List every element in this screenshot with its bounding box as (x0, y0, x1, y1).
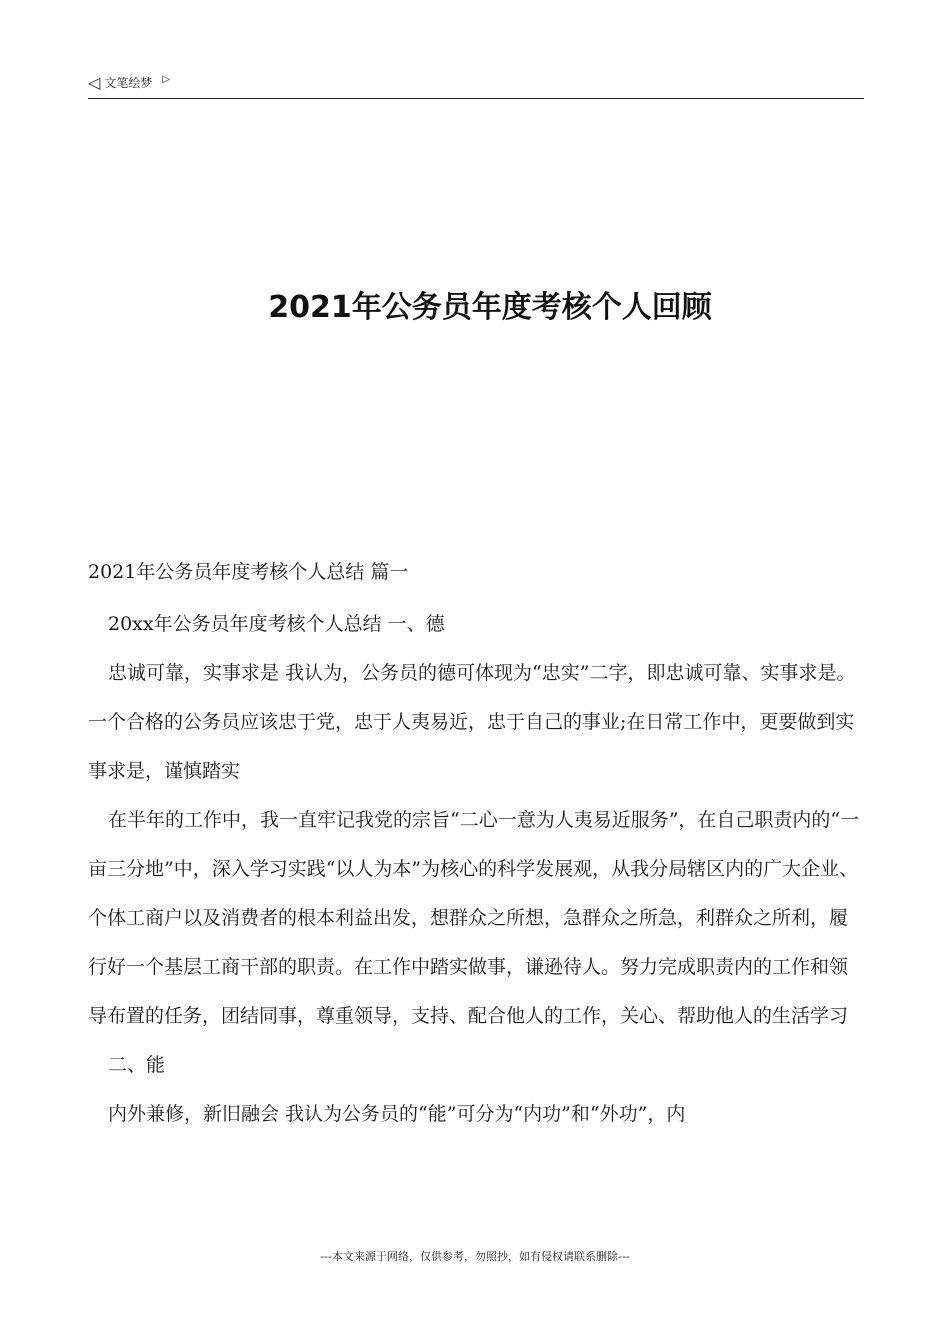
page-footer: ---本文来源于网络，仅供参考，勿照抄，如有侵权请联系删除--- (320, 1250, 630, 1263)
paragraph: 忠诚可靠，实事求是 我认为，公务员的德可体现为“忠实”二字，即忠诚可靠、实事求是。一个合格的公务员应该忠于党，忠于人夷易近，忠于自己的事业;在日常工作中，更要做到实事求是，谨慎踏实 (88, 662, 856, 782)
paragraph: 内外兼修，新旧融会 我认为公务员的“能”可分为“内功”和“外功”，内 (108, 1103, 686, 1125)
triangle-right-icon: ▷ (162, 73, 171, 85)
document-title: 2021年公务员年度考核个人回顾 (268, 290, 712, 325)
subsection-heading: 20xx年公务员年度考核个人总结 一、德 (108, 613, 445, 635)
brand-name: 文笔绘梦 (104, 76, 153, 90)
document-body (88, 548, 866, 1139)
header-brand (88, 74, 170, 91)
section-heading: 2021年公务员年度考核个人总结 篇一 (88, 561, 409, 583)
paragraph: 在半年的工作中，我一直牢记我党的宗旨“二心一意为人夷易近服务”，在自己职责内的“一亩三分地”中，深入学习实践“以人为本”为核心的科学发展观，从我分局辖区内的广大企业、个体工商户以及消费者的根本利益出发，想群众之所想，急群众之所急，利群众之所利，履行好一个基层工商干部的职责。在工作中踏实做事，谦逊待人。努力完成职责内的工作和领导布置的任务，团结同事，尊重领导，支持、配合他人的工作，关心、帮助他人的生活学习 (88, 809, 860, 1027)
triangle-left-icon: ◁ (88, 72, 101, 92)
subsection-heading: 二、能 (108, 1054, 166, 1076)
page-header (88, 74, 864, 99)
